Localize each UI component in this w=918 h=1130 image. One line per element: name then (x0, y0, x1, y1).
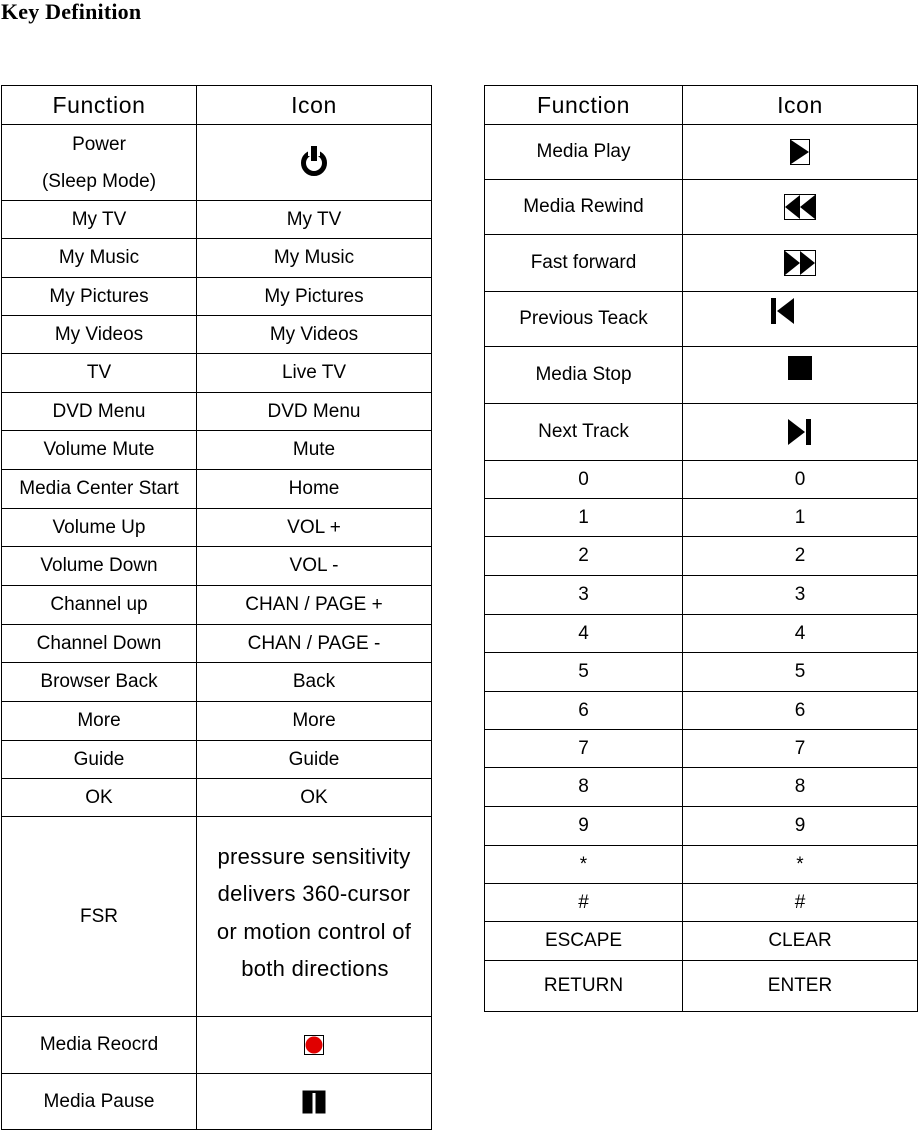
icon-cell (683, 180, 918, 235)
function-line: (Sleep Mode) (41, 170, 157, 192)
function-cell: 4 (485, 615, 683, 653)
play-icon (790, 139, 810, 165)
function-cell: 1 (485, 499, 683, 537)
icon-cell (197, 1017, 432, 1074)
table-row (2, 1017, 432, 1074)
icon-cell: # (683, 884, 918, 922)
function-cell: Volume Mute (2, 431, 197, 470)
previous-track-icon (771, 298, 795, 324)
function-cell: ESCAPE (485, 922, 683, 961)
icon-cell: 1 (683, 499, 918, 537)
function-cell: Previous Teack (485, 292, 683, 347)
table-row (2, 278, 432, 316)
function-cell: FSR (2, 817, 197, 1017)
table-row (485, 461, 918, 499)
column-header-icon: Icon (197, 86, 432, 125)
icon-cell: CHAN / PAGE - (197, 625, 432, 663)
table-row (485, 692, 918, 730)
function-cell: RETURN (485, 961, 683, 1012)
icon-cell: Mute (197, 431, 432, 470)
icon-cell: VOL - (197, 547, 432, 586)
table-row (2, 702, 432, 741)
icon-cell: Home (197, 470, 432, 509)
table-row (485, 846, 918, 884)
pause-icon (302, 1090, 326, 1114)
function-cell: Fast forward (485, 235, 683, 292)
icon-cell: DVD Menu (197, 393, 432, 431)
function-cell: Media Reocrd (2, 1017, 197, 1074)
icon-cell: More (197, 702, 432, 741)
icon-cell (683, 404, 918, 461)
function-cell: Guide (2, 741, 197, 779)
table-row (2, 586, 432, 625)
fsr-line: both directions (241, 956, 389, 981)
icon-cell: My Videos (197, 316, 432, 354)
function-cell: 0 (485, 461, 683, 499)
column-header-function: Function (485, 86, 683, 125)
table-row (485, 125, 918, 180)
icon-cell: 8 (683, 768, 918, 807)
icon-cell: ENTER (683, 961, 918, 1012)
table-row (485, 576, 918, 615)
table-row (2, 470, 432, 509)
icon-cell (197, 125, 432, 201)
next-track-icon (788, 419, 812, 445)
table-row (2, 393, 432, 431)
icon-cell: 4 (683, 615, 918, 653)
fsr-description (197, 838, 431, 988)
table-header-row (2, 86, 432, 125)
table-row (485, 537, 918, 576)
table-row (2, 431, 432, 470)
function-cell: My Pictures (2, 278, 197, 316)
function-line: Power (72, 133, 126, 155)
icon-cell: Back (197, 663, 432, 702)
function-cell: # (485, 884, 683, 922)
key-table-right (484, 85, 918, 1012)
function-cell: Channel Down (2, 625, 197, 663)
table-row (2, 509, 432, 547)
icon-cell: Guide (197, 741, 432, 779)
icon-cell (197, 1074, 432, 1130)
function-cell: My TV (2, 201, 197, 239)
function-cell: 7 (485, 730, 683, 768)
icon-cell: My Pictures (197, 278, 432, 316)
table-row (2, 663, 432, 702)
table-row (485, 235, 918, 292)
table-row (485, 961, 918, 1012)
table-row (2, 1074, 432, 1130)
function-cell: * (485, 846, 683, 884)
table-row (485, 292, 918, 347)
icon-cell (197, 817, 432, 1017)
table-row (485, 922, 918, 961)
table-row (2, 779, 432, 817)
table-row (485, 404, 918, 461)
function-cell: More (2, 702, 197, 741)
icon-cell: CLEAR (683, 922, 918, 961)
fsr-line: delivers 360-cursor (217, 881, 411, 906)
function-cell: Browser Back (2, 663, 197, 702)
column-header-icon: Icon (683, 86, 918, 125)
icon-cell: My Music (197, 239, 432, 278)
function-cell: Media Stop (485, 347, 683, 404)
fsr-line: or motion control of (216, 918, 412, 944)
table-row (2, 817, 432, 1017)
table-row (485, 653, 918, 692)
function-cell: My Music (2, 239, 197, 278)
icon-cell (683, 347, 918, 404)
icon-cell (683, 235, 918, 292)
icon-cell (683, 292, 918, 347)
table-row (2, 316, 432, 354)
fsr-line: pressure sensitivity (217, 843, 411, 869)
icon-cell (683, 125, 918, 180)
icon-cell: OK (197, 779, 432, 817)
table-row (2, 741, 432, 779)
record-icon (304, 1035, 324, 1055)
table-row (2, 625, 432, 663)
table-row (485, 347, 918, 404)
table-row (2, 354, 432, 393)
icon-cell: My TV (197, 201, 432, 239)
function-cell (2, 125, 197, 201)
table-header-row (485, 86, 918, 125)
function-cell: Media Rewind (485, 180, 683, 235)
table-row (485, 499, 918, 537)
table-row (485, 180, 918, 235)
function-cell: OK (2, 779, 197, 817)
function-cell: Volume Down (2, 547, 197, 586)
table-row (2, 239, 432, 278)
table-row (485, 807, 918, 846)
function-cell: Volume Up (2, 509, 197, 547)
table-row (2, 125, 432, 201)
table-row (485, 884, 918, 922)
function-cell: Channel up (2, 586, 197, 625)
function-cell: 6 (485, 692, 683, 730)
table-row (2, 547, 432, 586)
icon-cell: 5 (683, 653, 918, 692)
function-cell: 8 (485, 768, 683, 807)
icon-cell: VOL + (197, 509, 432, 547)
icon-cell: CHAN / PAGE + (197, 586, 432, 625)
function-cell: Media Play (485, 125, 683, 180)
table-row (2, 201, 432, 239)
icon-cell: 0 (683, 461, 918, 499)
icon-cell: 7 (683, 730, 918, 768)
icon-cell: 9 (683, 807, 918, 846)
function-cell: Next Track (485, 404, 683, 461)
function-cell: DVD Menu (2, 393, 197, 431)
function-cell: My Videos (2, 316, 197, 354)
rewind-icon (784, 194, 816, 220)
function-cell: 9 (485, 807, 683, 846)
function-cell: Media Center Start (2, 470, 197, 509)
icon-cell: 3 (683, 576, 918, 615)
function-cell: 3 (485, 576, 683, 615)
stop-icon (788, 356, 812, 380)
column-header-function: Function (2, 86, 197, 125)
function-cell: 2 (485, 537, 683, 576)
table-row (485, 730, 918, 768)
icon-cell: Live TV (197, 354, 432, 393)
function-cell: 5 (485, 653, 683, 692)
power-icon (301, 146, 327, 174)
table-row (485, 615, 918, 653)
icon-cell: 6 (683, 692, 918, 730)
key-table-left (1, 85, 432, 1130)
function-cell: Media Pause (2, 1074, 197, 1130)
fast-forward-icon (784, 250, 816, 276)
function-cell: TV (2, 354, 197, 393)
page-title: Key Definition (1, 0, 142, 24)
icon-cell: 2 (683, 537, 918, 576)
table-row (485, 768, 918, 807)
icon-cell: * (683, 846, 918, 884)
